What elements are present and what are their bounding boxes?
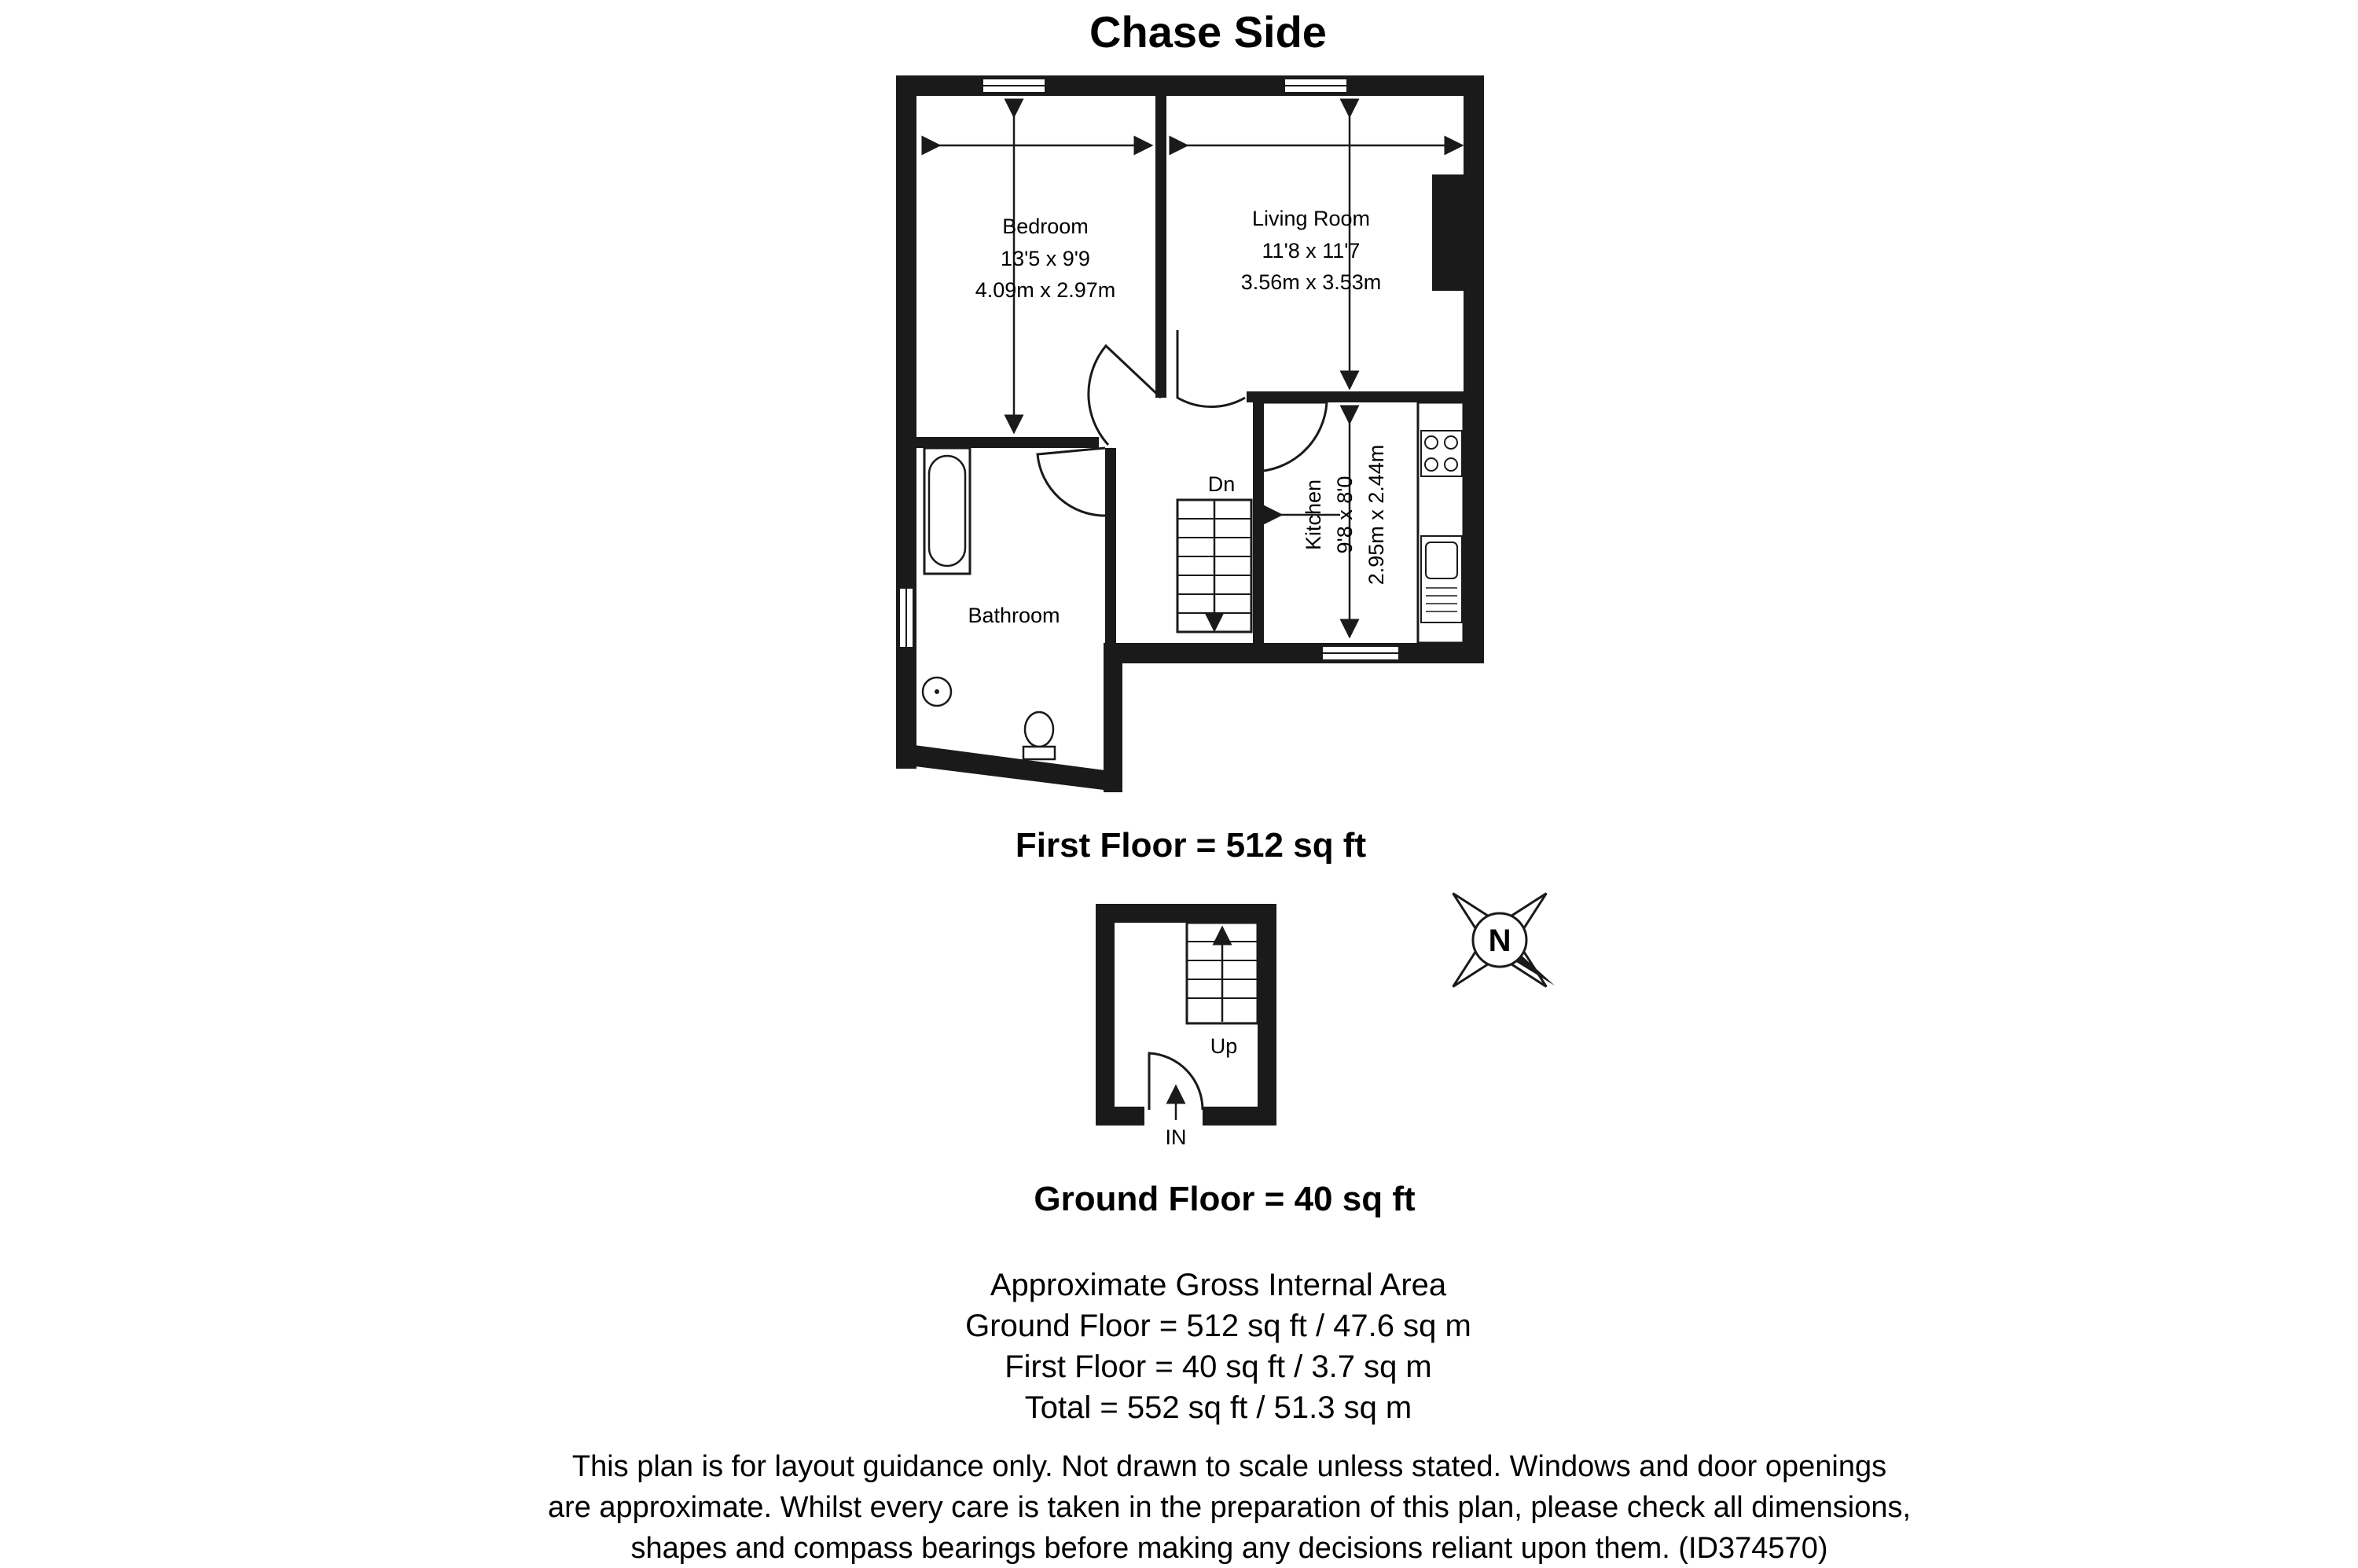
- window: [1284, 79, 1347, 93]
- window: [982, 79, 1045, 93]
- first-floor-plan: [896, 75, 1484, 792]
- first-floor-area-heading: First Floor = 512 sq ft: [1015, 826, 1367, 865]
- room-dims-imperial-living-room: 11'8 x 11'7: [1262, 239, 1361, 263]
- area-summary-line: Ground Floor = 512 sq ft / 47.6 sq m: [965, 1309, 1471, 1343]
- wall: [1258, 904, 1276, 1126]
- disclaimer-line: are approximate. Whilst every care is taken in the preparation of this plan, please check all dimensions,: [547, 1491, 1912, 1524]
- room-dims-metric-kitchen: 2.95m x 2.44m: [1364, 444, 1388, 586]
- wall: [1096, 904, 1115, 1126]
- disclaimer-line: shapes and compass bearings before making any decisions reliant upon them. (ID374570): [630, 1532, 1828, 1565]
- wall: [1096, 1107, 1144, 1126]
- area-summary-line: First Floor = 40 sq ft / 3.7 sq m: [1005, 1350, 1432, 1384]
- room-name-bathroom: Bathroom: [968, 604, 1060, 627]
- entrance-label: IN: [1165, 1126, 1187, 1149]
- door-swing: [1038, 448, 1105, 516]
- wall: [1104, 643, 1122, 792]
- wall: [896, 75, 916, 769]
- stairs-label-up: Up: [1210, 1034, 1238, 1058]
- wall: [1464, 75, 1484, 663]
- door-swing: [1177, 330, 1245, 407]
- staircase: [1187, 923, 1258, 1023]
- wall: [1096, 904, 1276, 923]
- wall: [1203, 1107, 1276, 1126]
- room-dims-metric-bedroom: 4.09m x 2.97m: [975, 278, 1116, 302]
- area-summary-line: Total = 552 sq ft / 51.3 sq m: [1024, 1390, 1412, 1425]
- staircase: [1177, 500, 1251, 632]
- compass-north-label: N: [1488, 924, 1511, 958]
- wall: [1104, 643, 1484, 663]
- wall: [1253, 402, 1264, 643]
- disclaimer-line: This plan is for layout guidance only. Not drawn to scale unless stated. Windows and door openings: [571, 1450, 1887, 1483]
- wall: [1247, 391, 1464, 402]
- wall: [1105, 448, 1116, 643]
- sink: [1421, 536, 1462, 622]
- door-swing: [1089, 346, 1161, 445]
- basin: [923, 678, 951, 706]
- page-title: Chase Side: [1089, 7, 1327, 57]
- room-dims-metric-living-room: 3.56m x 3.53m: [1240, 270, 1382, 294]
- ground-floor-area-heading: Ground Floor = 40 sq ft: [1034, 1180, 1416, 1218]
- wall: [916, 437, 1099, 448]
- room-name-living-room: Living Room: [1251, 207, 1371, 230]
- room-dims-imperial-bedroom: 13'5 x 9'9: [1001, 247, 1090, 270]
- hob: [1421, 431, 1462, 476]
- area-summary-heading: Approximate Gross Internal Area: [990, 1268, 1447, 1302]
- toilet: [1023, 712, 1055, 759]
- room-dims-imperial-kitchen: 9'8 x 8'0: [1333, 476, 1357, 554]
- bath: [924, 448, 970, 574]
- ground-floor-plan: [1096, 904, 1276, 1149]
- room-name-kitchen: Kitchen: [1302, 479, 1325, 551]
- door-swing: [1253, 402, 1327, 472]
- wall: [896, 743, 1122, 792]
- window: [899, 588, 913, 648]
- stairs-label-down: Dn: [1207, 472, 1236, 496]
- chimney-breast: [1432, 174, 1464, 291]
- wall: [1155, 96, 1166, 398]
- room-name-bedroom: Bedroom: [1002, 215, 1089, 238]
- compass-icon: [1406, 846, 1593, 1034]
- window: [1322, 646, 1399, 660]
